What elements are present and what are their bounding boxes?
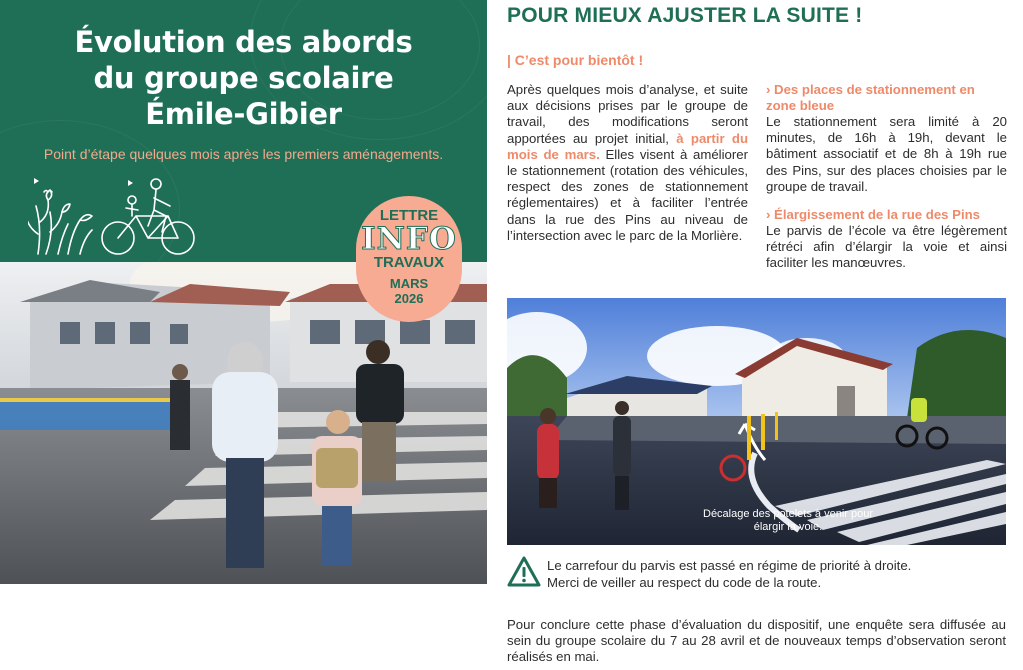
title-line: du groupe scolaire bbox=[93, 61, 394, 95]
main-subtitle: Point d’étape quelques mois après les premiers aménagements. bbox=[43, 146, 444, 162]
section-heading: POUR MIEUX AJUSTER LA SUITE ! bbox=[507, 4, 863, 27]
warning-line: Merci de veiller au respect du code de la route. bbox=[547, 574, 822, 590]
warning-notice bbox=[507, 556, 1006, 592]
title-line: Émile-Gibier bbox=[145, 97, 342, 131]
section-widening-body: Le parvis de l’école va être légèrement rétréci afin d’élargir la voie et ainsi faciliter les manœuvres. bbox=[766, 223, 1007, 271]
section-blue-zone-title: › Des places de stationnement en zone bleue bbox=[766, 82, 975, 113]
badge-line: 2026 bbox=[394, 291, 424, 306]
left-panel bbox=[0, 0, 487, 670]
intro-text: Elles visent à améliorer le stationnement (rotation des véhicules, respect des zones de stationnement réglementaires) et à faciliter l’entrée dans la rue des Pins au niveau de l’intersection avec le parc de la Morlière. bbox=[507, 146, 748, 243]
intro-paragraph bbox=[507, 82, 748, 244]
crossroads-photo bbox=[507, 298, 1006, 545]
measures-column bbox=[766, 82, 1007, 284]
badge-line: LETTRE bbox=[379, 207, 439, 224]
warning-line: Le carrefour du parvis est passé en régime de priorité à droite. bbox=[547, 558, 912, 573]
section-widening-title: › Élargissement de la rue des Pins bbox=[766, 207, 981, 223]
warning-triangle-icon bbox=[507, 556, 541, 588]
badge-line: INFO bbox=[361, 221, 457, 257]
intro-date-highlight: à partir du mois de mars. bbox=[507, 130, 749, 162]
photo-caption: Décalage des potelets à venir pour élargir la voie. bbox=[703, 508, 873, 533]
badge-line: MARS bbox=[389, 276, 429, 291]
main-title bbox=[0, 24, 487, 132]
title-line: Évolution des abords bbox=[74, 25, 413, 59]
section-subheading: | C’est pour bientôt ! bbox=[507, 52, 644, 68]
family-cyclist-icon bbox=[28, 172, 208, 258]
right-panel bbox=[487, 0, 1023, 670]
section-blue-zone-body: Le stationnement sera limité à 20 minutes, de 16h à 19h, devant le bâtiment associatif et de 8h à 19h rue des Pins, sur des places choisies par le groupe de travail. bbox=[766, 114, 1007, 194]
badge-line: TRAVAUX bbox=[373, 254, 445, 271]
intro-text: Après quelques mois d’analyse, et suite aux décisions prises par le groupe de travail, des modifications seront apportées au projet initial, bbox=[507, 82, 748, 146]
info-travaux-badge bbox=[356, 196, 462, 322]
conclusion-paragraph: Pour conclure cette phase d’évaluation du dispositif, une enquête sera diffusée au sein du groupe scolaire du 7 au 28 avril et de nouveaux temps d’observation seront réalisés en mai. bbox=[507, 617, 1006, 665]
warning-text bbox=[547, 558, 911, 591]
